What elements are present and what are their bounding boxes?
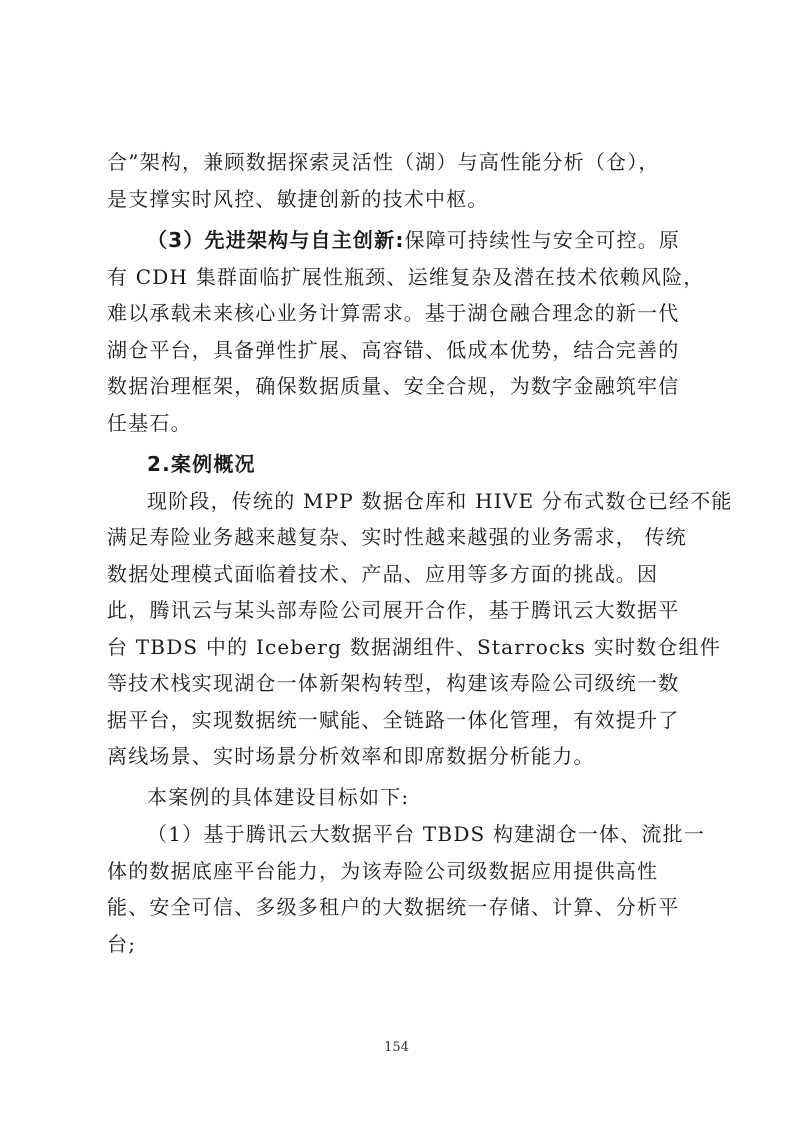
paragraph-line: 等技术栈实现湖仓一体新架构转型，构建该寿险公司级统一数 [107,671,680,695]
paragraph-line: 有 CDH 集群面临扩展性瓶颈、运维复杂及潜在技术依赖风险， [107,265,705,289]
paragraph-line: 是支撑实时风控、敏捷创新的技术中枢。 [107,187,489,211]
subsection-heading: （3）先进架构与自主创新: [147,228,405,252]
paragraph-line: 能、安全可信、多级多租户的大数据统一存储、计算、分析平 [107,895,680,919]
paragraph-line: 据平台，实现数据统一赋能、全链路一体化管理，有效提升了 [107,708,680,732]
paragraph-line: 数据处理模式面临着技术、产品、应用等多方面的挑战。因 [107,562,659,586]
paragraph-line: 数据治理框架，确保数据质量、安全合规，为数字金融筑牢信 [107,374,680,398]
paragraph-line: 湖仓平台，具备弹性扩展、高容错、低成本优势，结合完善的 [107,338,680,362]
paragraph-line: 难以承载未来核心业务计算需求。基于湖仓融合理念的新一代 [107,301,680,325]
paragraph-line: 合”架构，兼顾数据探索灵活性（湖）与高性能分析（仓）， [107,150,660,174]
paragraph-line: 体的数据底座平台能力，为该寿险公司级数据应用提供高性 [107,859,659,883]
paragraph-line: 此，腾讯云与某头部寿险公司展开合作，基于腾讯云大数据平 [107,598,680,622]
section-heading: 2.案例概况 [147,452,256,476]
paragraph-text: 保障可持续性与安全可控。原 [404,228,681,252]
paragraph-line [147,226,737,254]
paragraph-line: 满足寿险业务越来越复杂、实时性越来越强的业务需求， 传统 [107,525,687,549]
paragraph-line: 现阶段，传统的 MPP 数据仓库和 HIVE 分布式数仓已经不能 [147,489,733,513]
paragraph-line: 台 TBDS 中的 Iceberg 数据湖组件、Starrocks 实时数仓组件 [107,635,721,659]
paragraph-line: 任基石。 [107,411,192,435]
page-number: 154 [384,1040,409,1055]
paragraph-line: 台; [107,932,137,956]
paragraph-line: （1）基于腾讯云大数据平台 TBDS 构建湖仓一体、流批一 [147,822,706,846]
paragraph-line: 本案例的具体建设目标如下: [147,785,410,809]
paragraph-line: 离线场景、实时场景分析效率和即席数据分析能力。 [107,744,595,768]
